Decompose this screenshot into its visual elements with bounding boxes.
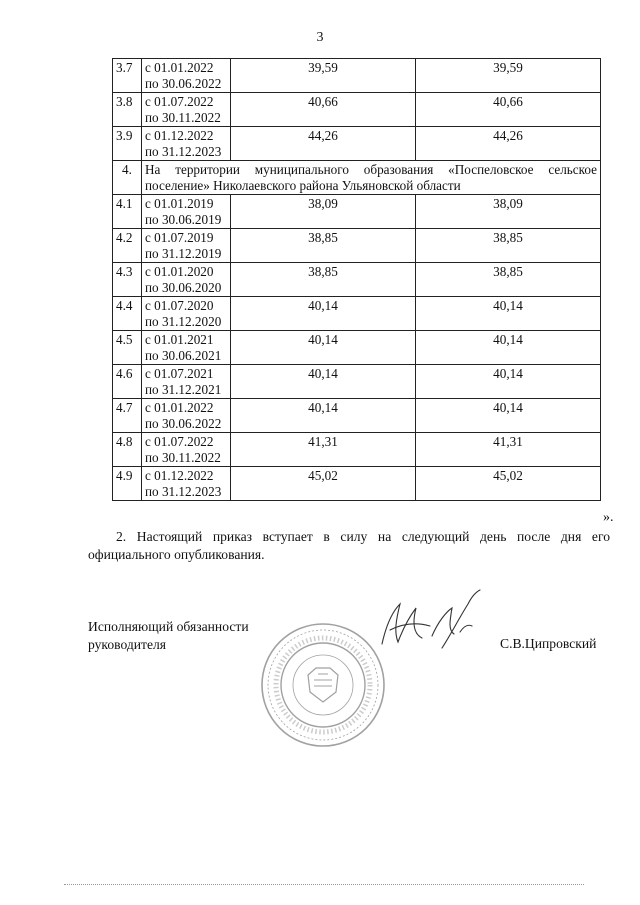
row-number: 4.8 xyxy=(113,433,142,467)
period-start: с 01.01.2022 xyxy=(145,60,214,75)
period-cell xyxy=(142,399,231,433)
period-cell xyxy=(142,297,231,331)
tariff-value-1: 38,09 xyxy=(231,195,416,229)
tariff-value-2: 40,14 xyxy=(416,399,601,433)
period-cell xyxy=(142,263,231,297)
section-row xyxy=(113,161,601,195)
signer-name: С.В.Ципровский xyxy=(500,636,597,651)
period-end: по 30.06.2022 xyxy=(145,416,222,431)
period-start: с 01.07.2021 xyxy=(145,366,214,381)
tariff-value-2: 44,26 xyxy=(416,127,601,161)
period-end: по 30.11.2022 xyxy=(145,450,221,465)
tariff-value-1: 40,14 xyxy=(231,399,416,433)
footer-divider xyxy=(64,884,584,885)
period-end: по 31.12.2020 xyxy=(145,314,222,329)
period-start: с 01.07.2019 xyxy=(145,230,214,245)
period-start: с 01.07.2022 xyxy=(145,434,214,449)
period-end: по 31.12.2021 xyxy=(145,382,222,397)
tariff-value-2: 40,14 xyxy=(416,365,601,399)
period-end: по 30.06.2019 xyxy=(145,212,222,227)
official-seal-icon xyxy=(258,620,388,755)
signer-title xyxy=(88,618,249,654)
row-number: 4.3 xyxy=(113,263,142,297)
period-start: с 01.07.2020 xyxy=(145,298,214,313)
period-end: по 31.12.2023 xyxy=(145,484,222,499)
table-row xyxy=(113,229,601,263)
period-end: по 30.06.2022 xyxy=(145,76,222,91)
row-number: 4.5 xyxy=(113,331,142,365)
tariff-value-1: 45,02 xyxy=(231,467,416,501)
period-cell xyxy=(142,365,231,399)
period-end: по 31.12.2019 xyxy=(145,246,222,261)
period-cell xyxy=(142,433,231,467)
period-cell xyxy=(142,229,231,263)
table-row xyxy=(113,331,601,365)
row-number: 4.6 xyxy=(113,365,142,399)
tariff-value-2: 40,14 xyxy=(416,297,601,331)
period-start: с 01.01.2019 xyxy=(145,196,214,211)
period-end: по 30.06.2021 xyxy=(145,348,222,363)
table-row xyxy=(113,467,601,501)
tariff-value-2: 38,85 xyxy=(416,229,601,263)
tariff-value-2: 40,14 xyxy=(416,331,601,365)
period-cell xyxy=(142,59,231,93)
period-cell xyxy=(142,331,231,365)
period-start: с 01.12.2022 xyxy=(145,468,214,483)
period-start: с 01.12.2022 xyxy=(145,128,214,143)
tariff-value-1: 40,14 xyxy=(231,297,416,331)
table-row xyxy=(113,93,601,127)
row-number: 3.7 xyxy=(113,59,142,93)
tariff-value-1: 44,26 xyxy=(231,127,416,161)
table-row xyxy=(113,365,601,399)
tariff-value-1: 39,59 xyxy=(231,59,416,93)
table-row xyxy=(113,195,601,229)
table-row xyxy=(113,263,601,297)
table-row xyxy=(113,127,601,161)
period-start: с 01.07.2022 xyxy=(145,94,214,109)
period-start: с 01.01.2020 xyxy=(145,264,214,279)
period-end: по 30.11.2022 xyxy=(145,110,221,125)
table-row xyxy=(113,399,601,433)
row-number: 3.8 xyxy=(113,93,142,127)
tariff-value-1: 38,85 xyxy=(231,263,416,297)
section-number: 4. xyxy=(113,161,142,195)
closing-quote: ». xyxy=(603,510,614,525)
period-start: с 01.01.2022 xyxy=(145,400,214,415)
signer-title-line-1: Исполняющий обязанности xyxy=(88,619,249,634)
row-number: 4.4 xyxy=(113,297,142,331)
tariff-value-1: 40,66 xyxy=(231,93,416,127)
table-row xyxy=(113,59,601,93)
period-cell xyxy=(142,467,231,501)
row-number: 3.9 xyxy=(113,127,142,161)
table-row xyxy=(113,297,601,331)
tariff-value-2: 38,85 xyxy=(416,263,601,297)
tariff-table xyxy=(112,58,601,501)
tariff-value-2: 41,31 xyxy=(416,433,601,467)
row-number: 4.1 xyxy=(113,195,142,229)
period-cell xyxy=(142,93,231,127)
handwritten-signature-icon xyxy=(372,586,502,671)
section-title: На территории муниципального образования «Поспеловское сельское поселение» Николаевского района Ульяновской области xyxy=(142,161,601,195)
row-number: 4.2 xyxy=(113,229,142,263)
tariff-value-2: 40,66 xyxy=(416,93,601,127)
period-cell xyxy=(142,127,231,161)
period-end: по 30.06.2020 xyxy=(145,280,222,295)
tariff-value-1: 40,14 xyxy=(231,365,416,399)
tariff-value-2: 38,09 xyxy=(416,195,601,229)
page-number: 3 xyxy=(316,30,324,45)
tariff-value-1: 38,85 xyxy=(231,229,416,263)
tariff-value-2: 45,02 xyxy=(416,467,601,501)
period-cell xyxy=(142,195,231,229)
row-number: 4.7 xyxy=(113,399,142,433)
tariff-value-1: 41,31 xyxy=(231,433,416,467)
signer-title-line-2: руководителя xyxy=(88,637,167,652)
tariff-value-1: 40,14 xyxy=(231,331,416,365)
row-number: 4.9 xyxy=(113,467,142,501)
tariff-value-2: 39,59 xyxy=(416,59,601,93)
table-row xyxy=(113,433,601,467)
period-end: по 31.12.2023 xyxy=(145,144,222,159)
effective-date-paragraph: 2. Настоящий приказ вступает в силу на следующий день после дня его официального опубликования. xyxy=(88,529,610,562)
period-start: с 01.01.2021 xyxy=(145,332,214,347)
